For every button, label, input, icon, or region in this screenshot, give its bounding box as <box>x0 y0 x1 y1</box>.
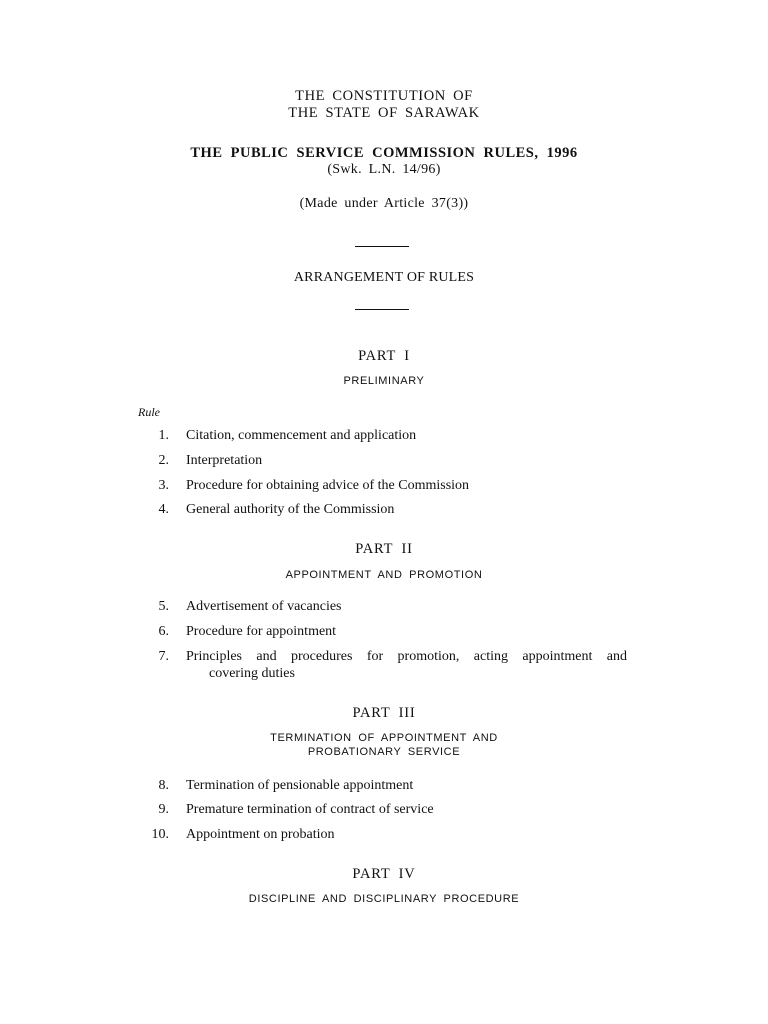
rule-number: 9. <box>158 802 169 817</box>
rule-number: 4. <box>158 502 169 517</box>
constitution-title-line2: THE STATE OF SARAWAK <box>288 105 480 121</box>
part-heading: PART IV <box>352 866 416 882</box>
rule-number: 1. <box>158 428 169 443</box>
part-subheading: APPOINTMENT AND PROMOTION <box>285 569 483 581</box>
rule-number: 3. <box>158 478 169 493</box>
part-subheading: PROBATIONARY SERVICE <box>307 746 461 758</box>
rule-title: Termination of pensionable appointment <box>186 778 414 793</box>
legal-notice-reference: (Swk. L.N. 14/96) <box>327 162 441 177</box>
rule-number: 6. <box>158 624 169 639</box>
rule-number: 5. <box>158 599 169 614</box>
rule-number: 2. <box>158 453 169 468</box>
rule-column-label: Rule <box>138 405 160 419</box>
part-subheading: PRELIMINARY <box>343 375 425 387</box>
rule-title: Procedure for appointment <box>186 624 337 639</box>
made-under-article: (Made under Article 37(3)) <box>299 196 469 211</box>
rule-title-continuation: covering duties <box>209 666 295 681</box>
rule-number: 7. <box>158 649 169 664</box>
part-subheading: DISCIPLINE AND DISCIPLINARY PROCEDURE <box>248 893 520 905</box>
rule-title: General authority of the Commission <box>186 502 395 517</box>
rule-number: 10. <box>151 827 169 842</box>
rule-title: Appointment on probation <box>186 827 335 842</box>
separator-line <box>355 246 409 247</box>
part-heading: PART I <box>358 348 410 364</box>
constitution-title-line1: THE CONSTITUTION OF <box>295 88 473 104</box>
part-heading: PART II <box>355 541 413 557</box>
arrangement-title: ARRANGEMENT OF RULES <box>293 270 475 285</box>
rule-title: Principles and procedures for promotion, acting appointment and <box>186 649 627 664</box>
rule-number: 8. <box>158 778 169 793</box>
rule-title: Interpretation <box>186 453 263 468</box>
separator-line <box>355 309 409 310</box>
rule-title: Procedure for obtaining advice of the Commission <box>186 478 470 493</box>
rules-title: THE PUBLIC SERVICE COMMISSION RULES, 1996 <box>190 145 578 161</box>
part-heading: PART III <box>352 705 416 721</box>
rule-title: Advertisement of vacancies <box>186 599 342 614</box>
part-subheading: TERMINATION OF APPOINTMENT AND <box>270 732 498 744</box>
rule-title: Citation, commencement and application <box>186 428 417 443</box>
rule-title: Premature termination of contract of service <box>186 802 434 817</box>
